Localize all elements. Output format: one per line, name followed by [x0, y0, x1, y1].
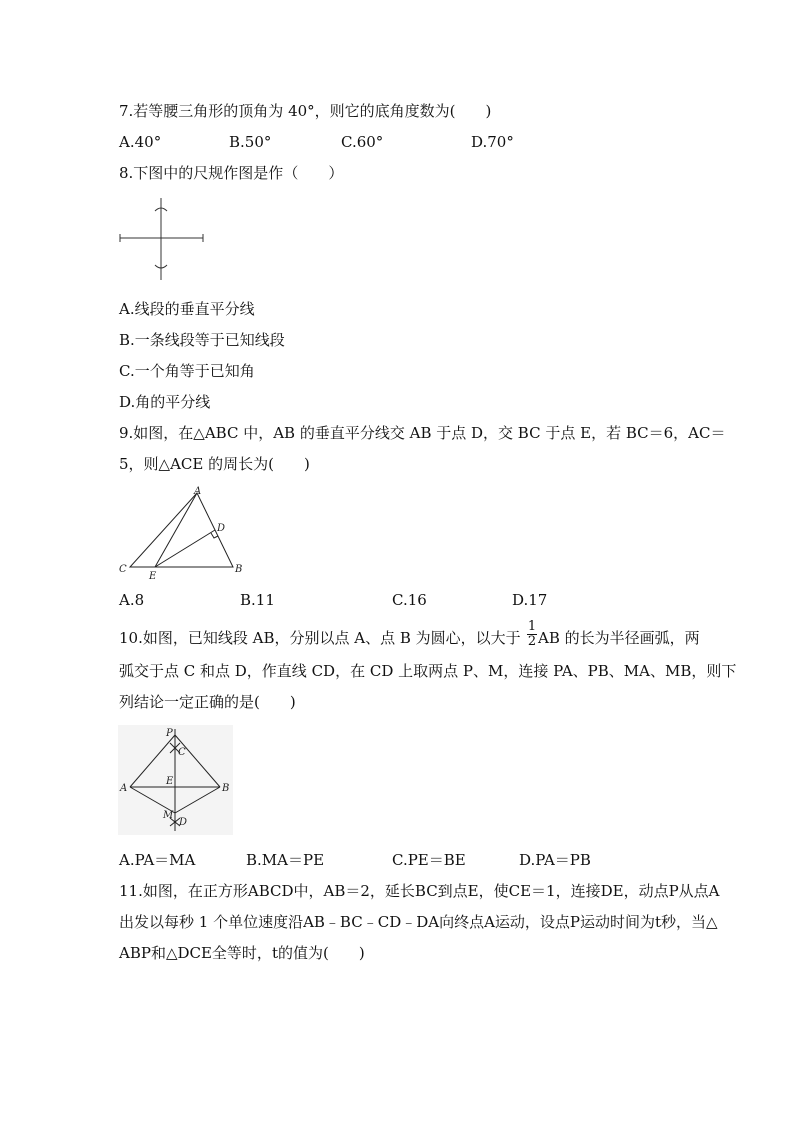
q10-fraction-numerator: 1	[527, 619, 537, 634]
q9-stem-line2: 5，则△ACE 的周长为( )	[119, 455, 310, 473]
q9-option-d: D.17	[512, 591, 548, 609]
q10-option-d: D.PA＝PB	[519, 851, 591, 869]
q10-stem-line3: 列结论一定正确的是( )	[119, 693, 296, 711]
q10-label-p: P	[166, 728, 173, 739]
q9-triangle-figure	[115, 485, 245, 585]
q7-option-b: B.50°	[229, 133, 272, 151]
q10-construction-figure	[118, 725, 233, 835]
q9-label-c: C	[119, 564, 127, 575]
q10-option-c: C.PE＝BE	[392, 851, 466, 869]
q11-stem-line1: 11.如图，在正方形ABCD中，AB＝2，延长BC到点E，使CE＝1，连接DE，动点P从点A	[119, 882, 720, 900]
q9-label-a: A	[194, 486, 202, 497]
q10-stem-line2: 弧交于点 C 和点 D，作直线 CD，在 CD 上取两点 P、M，连接 PA、PB、MA、MB，则下	[119, 662, 737, 680]
q10-label-e: E	[166, 776, 174, 787]
q8-option-d: D.角的平分线	[119, 393, 211, 411]
q7-option-c: C.60°	[341, 133, 384, 151]
q9-segment-ed	[155, 530, 215, 567]
q10-label-a: A	[120, 783, 128, 794]
q10-label-m: M	[163, 810, 174, 821]
q10-stem-line1-post: AB 的长为半径画弧，两	[538, 629, 700, 647]
q7-option-d: D.70°	[471, 133, 514, 151]
q9-segment-ae	[155, 493, 197, 567]
q9-option-a: A.8	[119, 591, 145, 609]
q10-option-b: B.MA＝PE	[246, 851, 325, 869]
q8-stem: 8.下图中的尺规作图是作（ ）	[119, 164, 344, 182]
q9-label-e: E	[149, 571, 157, 582]
q10-label-c: C	[178, 747, 186, 758]
q9-stem-line1: 9.如图，在△ABC 中，AB 的垂直平分线交 AB 于点 D，交 BC 于点 E，若 BC＝6，AC＝	[119, 424, 726, 442]
q9-option-c: C.16	[392, 591, 427, 609]
q11-stem-line2: 出发以每秒 1 个单位速度沿AB﹣BC﹣CD﹣DA向终点A运动，设点P运动时间为t秒，当△	[119, 913, 718, 931]
q7-stem: 7.若等腰三角形的顶角为 40°，则它的底角度数为( )	[119, 102, 492, 120]
q8-option-b: B.一条线段等于已知线段	[119, 331, 285, 349]
q10-fraction-denominator: 2	[527, 634, 537, 649]
q8-option-a: A.线段的垂直平分线	[119, 300, 255, 318]
q10-label-b: B	[222, 783, 230, 794]
q9-option-b: B.11	[240, 591, 275, 609]
q9-label-d: D	[217, 523, 226, 534]
q8-option-c: C.一个角等于已知角	[119, 362, 255, 380]
q10-option-a: A.PA＝MA	[119, 851, 196, 869]
q8-compass-figure	[115, 195, 210, 285]
q10-stem-line1-pre: 10.如图，已知线段 AB，分别以点 A、点 B 为圆心，以大于	[119, 629, 521, 647]
q11-stem-line3: ABP和△DCE全等时，t的值为( )	[119, 944, 365, 962]
q9-label-b: B	[235, 564, 243, 575]
q10-label-d: D	[179, 817, 188, 828]
q10-fraction-half	[527, 620, 537, 649]
q7-option-a: A.40°	[119, 133, 162, 151]
